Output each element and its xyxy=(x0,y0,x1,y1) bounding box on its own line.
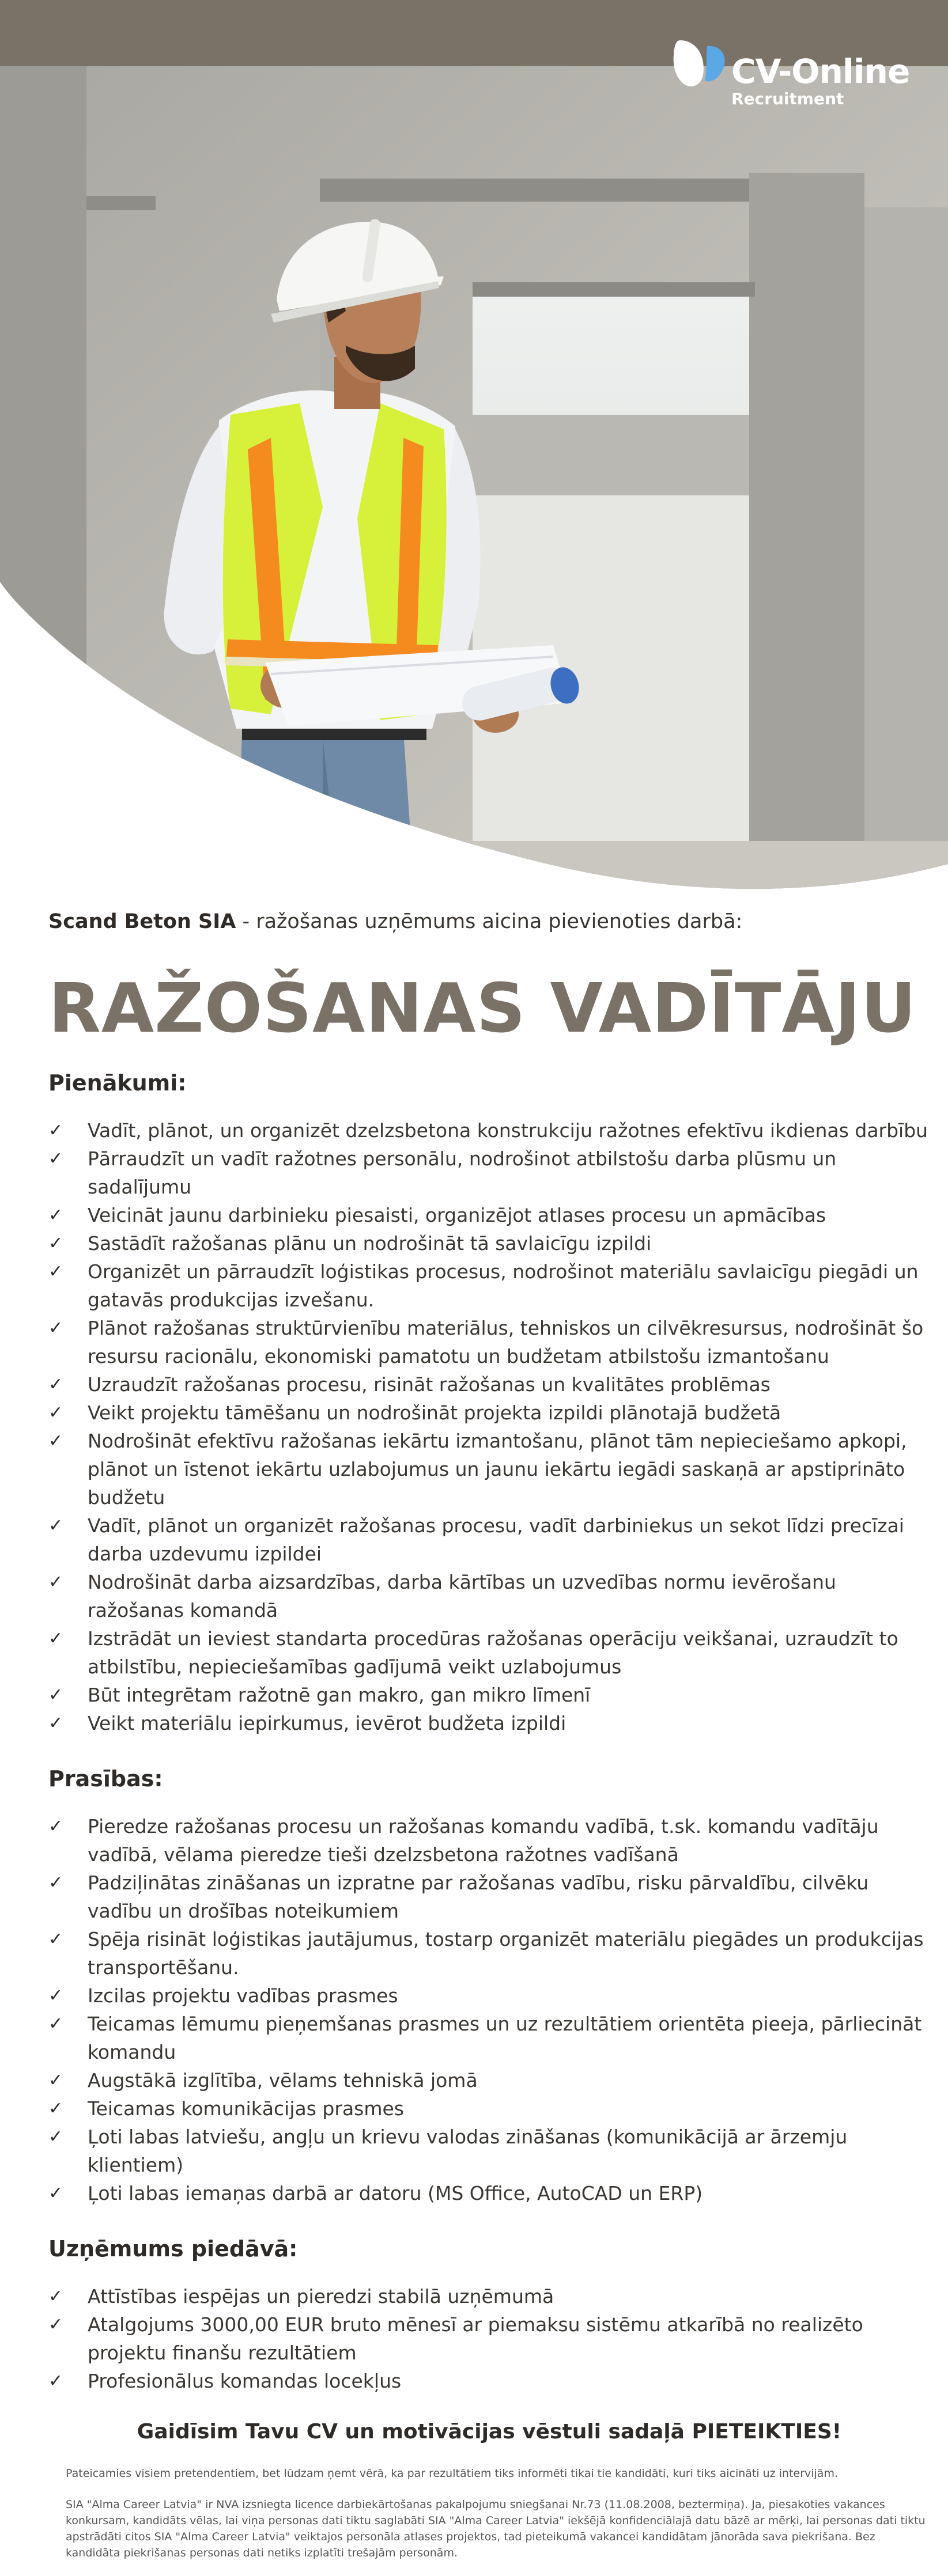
requirements-title: Prasības: xyxy=(48,1766,163,1791)
duty-item-text: Plānot ražošanas struktūrvienību materiālus, tehniskos un cilvēkresursus, nodrošināt šo resursu racionālu, ekonomiski pamatotu un budžetam atbilstošu izmantošanu xyxy=(88,1317,924,1367)
apply-call-to-action: Gaidīsim Tavu CV un motivācijas vēstuli sadaļā PIETEIKTIES! xyxy=(137,2420,842,2444)
duty-item-text: Izstrādāt un ieviest standarta procedūras ražošanas operāciju veikšanai, uzraudzīt to atbilstību, nepieciešamības gadījumā veikt uzlabojumus xyxy=(88,1627,898,1678)
duty-item-text: Veicināt jaunu darbinieku piesaisti, organizējot atlases procesu un apmācības xyxy=(88,1204,826,1226)
duty-item-text: Nodrošināt efektīvu ražošanas iekārtu izmantošanu, plānot tām nepieciešamo apkopi, plānot un īstenot iekārtu uzlabojumus un jaunu iekārtu iegādi saskaņā ar apstiprināto budžetu xyxy=(88,1430,907,1509)
duty-item-text: Vadīt, plānot, un organizēt dzelzsbetona konstrukciju ražotnes efektīvu ikdienas darbību xyxy=(88,1119,928,1142)
requirement-item-text: Ļoti labas iemaņas darbā ar datoru (MS Office, AutoCAD un ERP) xyxy=(88,2182,703,2204)
checkmark-icon: ✓ xyxy=(48,2286,63,2306)
requirement-item-text: Teicamas komunikācijas prasmes xyxy=(88,2097,404,2120)
duty-item-text: Veikt projektu tāmēšanu un nodrošināt projekta izpildi plānotajā budžetā xyxy=(88,1401,781,1424)
duty-item xyxy=(48,1229,930,1257)
duty-item xyxy=(48,1709,930,1737)
checkmark-icon: ✓ xyxy=(48,1816,63,1836)
offer-list xyxy=(48,2282,930,2395)
requirement-item-text: Izcilas projektu vadības prasmes xyxy=(88,1984,398,2007)
offer-item xyxy=(48,2310,930,2367)
requirement-item xyxy=(48,2066,930,2094)
requirement-item-text: Pieredze ražošanas procesu un ražošanas komandu vadībā, t.sk. komandu vadītāju vadībā, vēlama pieredze tieši dzelzsbetona ražotnes vadīšanā xyxy=(88,1815,879,1866)
job-ad-content xyxy=(48,904,930,2576)
requirement-item xyxy=(48,2094,930,2123)
duty-item-text: Vadīt, plānot un organizēt ražošanas procesu, vadīt darbiniekus un sekot līdzi precīzai darba uzdevumu izpildei xyxy=(88,1514,904,1565)
checkmark-icon: ✓ xyxy=(48,2371,63,2391)
checkmark-icon: ✓ xyxy=(48,1205,63,1225)
duty-item xyxy=(48,1427,930,1511)
duty-item xyxy=(48,1681,930,1709)
requirement-item-text: Augstākā izglītība, vēlams tehniskā jomā xyxy=(88,2069,478,2092)
checkmark-icon: ✓ xyxy=(48,1403,63,1423)
checkmark-icon: ✓ xyxy=(48,2014,63,2034)
offer-title: Uzņēmums piedāvā: xyxy=(48,2236,298,2261)
logo-name: CV-Online xyxy=(731,52,910,91)
offer-item-text: Attīstības iespējas un pieredzi stabilā uzņēmumā xyxy=(88,2285,554,2308)
requirement-item xyxy=(48,2179,930,2207)
duty-item xyxy=(48,1201,930,1229)
hero-illustration xyxy=(0,0,948,899)
hero-banner xyxy=(0,0,948,899)
requirement-item-text: Padziļinātas zināšanas un izpratne par ražošanas vadību, risku pārvaldību, cilvēku vadību un drošības noteikumiem xyxy=(88,1872,869,1922)
requirement-item xyxy=(48,1812,930,1869)
checkmark-icon: ✓ xyxy=(48,2070,63,2090)
checkmark-icon: ✓ xyxy=(48,1120,63,1141)
checkmark-icon: ✓ xyxy=(48,1431,63,1451)
intro-line xyxy=(48,904,930,939)
requirement-item-text: Ļoti labas latviešu, angļu un krievu valodas zināšanas (komunikācijā ar ārzemju klientiem) xyxy=(88,2126,848,2176)
duty-item xyxy=(48,1511,930,1568)
offer-item-text: Atalgojums 3000,00 EUR bruto mēnesī ar piemaksu sistēmu atkarībā no realizēto projektu finanšu rezultātiem xyxy=(88,2313,863,2364)
fine-print-license: SIA "Alma Career Latvia" ir NVA izsniegta licence darbiekārtošanas pakalpojumu sniegšanai Nr.73 (11.08.2008, beztermiņa). Ja, piesakoties vakances konkursam, kandidāts vēlas, lai viņa personas dati tiktu saglabāti SIA "Alma Career Latvia" iekšējā konfidenciālajā datu bāzē ar mērķi, lai personas dati tiktu apstrādāti citos SIA "Alma Career Latvia" veiktajos personāla atlases projektos, tad pieteikumā vakancei kandidātam jānorāda sava piekrišana. Bez kandidāta piekrišanas personas dati netiks izplatīti trešajām personām. xyxy=(66,2498,926,2559)
duties-title: Pienākumi: xyxy=(48,1070,187,1096)
checkmark-icon: ✓ xyxy=(48,2098,63,2119)
requirements-list xyxy=(48,1812,930,2207)
duties-list xyxy=(48,1116,930,1737)
duty-item-text: Veikt materiālu iepirkumus, ievērot budžeta izpildi xyxy=(88,1712,566,1734)
checkmark-icon: ✓ xyxy=(48,1628,63,1649)
duty-item-text: Uzraudzīt ražošanas procesu, risināt ražošanas un kvalitātes problēmas xyxy=(88,1373,771,1396)
fine-print-notice: Pateicamies visiem pretendentiem, bet lūdzam ņemt vērā, ka par rezultātiem tiks informēti tikai tie kandidāti, kuri tiks aicināti uz intervijām. xyxy=(66,2467,839,2480)
offer-item-text: Profesionālus komandas locekļus xyxy=(88,2370,402,2392)
duty-item xyxy=(48,1257,930,1314)
checkmark-icon: ✓ xyxy=(48,2183,63,2203)
duty-item-text: Būt integrētam ražotnē gan makro, gan mikro līmenī xyxy=(88,1684,591,1706)
requirement-item xyxy=(48,1925,930,1982)
checkmark-icon: ✓ xyxy=(48,2127,63,2147)
requirement-item-text: Teicamas lēmumu pieņemšanas prasmes un uz rezultātiem orientēta pieeja, pārliecināt komandu xyxy=(88,2013,922,2063)
requirement-item xyxy=(48,1982,930,2010)
company-name: Scand Beton SIA xyxy=(48,910,236,933)
checkmark-icon: ✓ xyxy=(48,1873,63,1893)
checkmark-icon: ✓ xyxy=(48,1713,63,1733)
duty-item-text: Sastādīt ražošanas plānu un nodrošināt tā savlaicīgu izpildi xyxy=(88,1232,652,1255)
checkmark-icon: ✓ xyxy=(48,1374,63,1395)
duty-item-text: Organizēt un pārraudzīt loģistikas procesus, nodrošinot materiālu savlaicīgu piegādi un gatavās produkcijas izvešanu. xyxy=(88,1260,919,1311)
checkmark-icon: ✓ xyxy=(48,1572,63,1592)
job-title: RAŽOŠANAS VADĪTĀJU xyxy=(48,968,917,1048)
duty-item-text: Nodrošināt darba aizsardzības, darba kārtības un uzvedības normu ievērošanu ražošanas komandā xyxy=(88,1571,836,1622)
requirement-item-text: Spēja risināt loģistikas jautājumus, tostarp organizēt materiālu piegādes un produkcijas transportēšanu. xyxy=(88,1928,924,1979)
duty-item xyxy=(48,1116,930,1145)
checkmark-icon: ✓ xyxy=(48,1986,63,2006)
duty-item xyxy=(48,1314,930,1370)
checkmark-icon: ✓ xyxy=(48,1149,63,1169)
duty-item xyxy=(48,1370,930,1399)
checkmark-icon: ✓ xyxy=(48,2314,63,2335)
checkmark-icon: ✓ xyxy=(48,1233,63,1253)
duty-item xyxy=(48,1568,930,1624)
checkmark-icon: ✓ xyxy=(48,1685,63,1705)
offer-item xyxy=(48,2282,930,2310)
checkmark-icon: ✓ xyxy=(48,1262,63,1282)
cv-online-logo-icon xyxy=(671,35,729,92)
duty-item xyxy=(48,1145,930,1201)
offer-item xyxy=(48,2367,930,2395)
duty-item-text: Pārraudzīt un vadīt ražotnes personālu, nodrošinot atbilstošu darba plūsmu un sadalījumu xyxy=(88,1147,837,1198)
checkmark-icon: ✓ xyxy=(48,1516,63,1536)
requirement-item xyxy=(48,2123,930,2179)
cv-online-logo[interactable] xyxy=(671,35,913,115)
requirement-item xyxy=(48,1869,930,1925)
checkmark-icon: ✓ xyxy=(48,1929,63,1949)
duty-item xyxy=(48,1399,930,1427)
duty-item xyxy=(48,1624,930,1681)
checkmark-icon: ✓ xyxy=(48,1318,63,1338)
logo-subtitle: Recruitment xyxy=(731,89,844,108)
requirement-item xyxy=(48,2010,930,2066)
intro-text: - ražošanas uzņēmums aicina pievienoties darbā: xyxy=(236,910,743,933)
